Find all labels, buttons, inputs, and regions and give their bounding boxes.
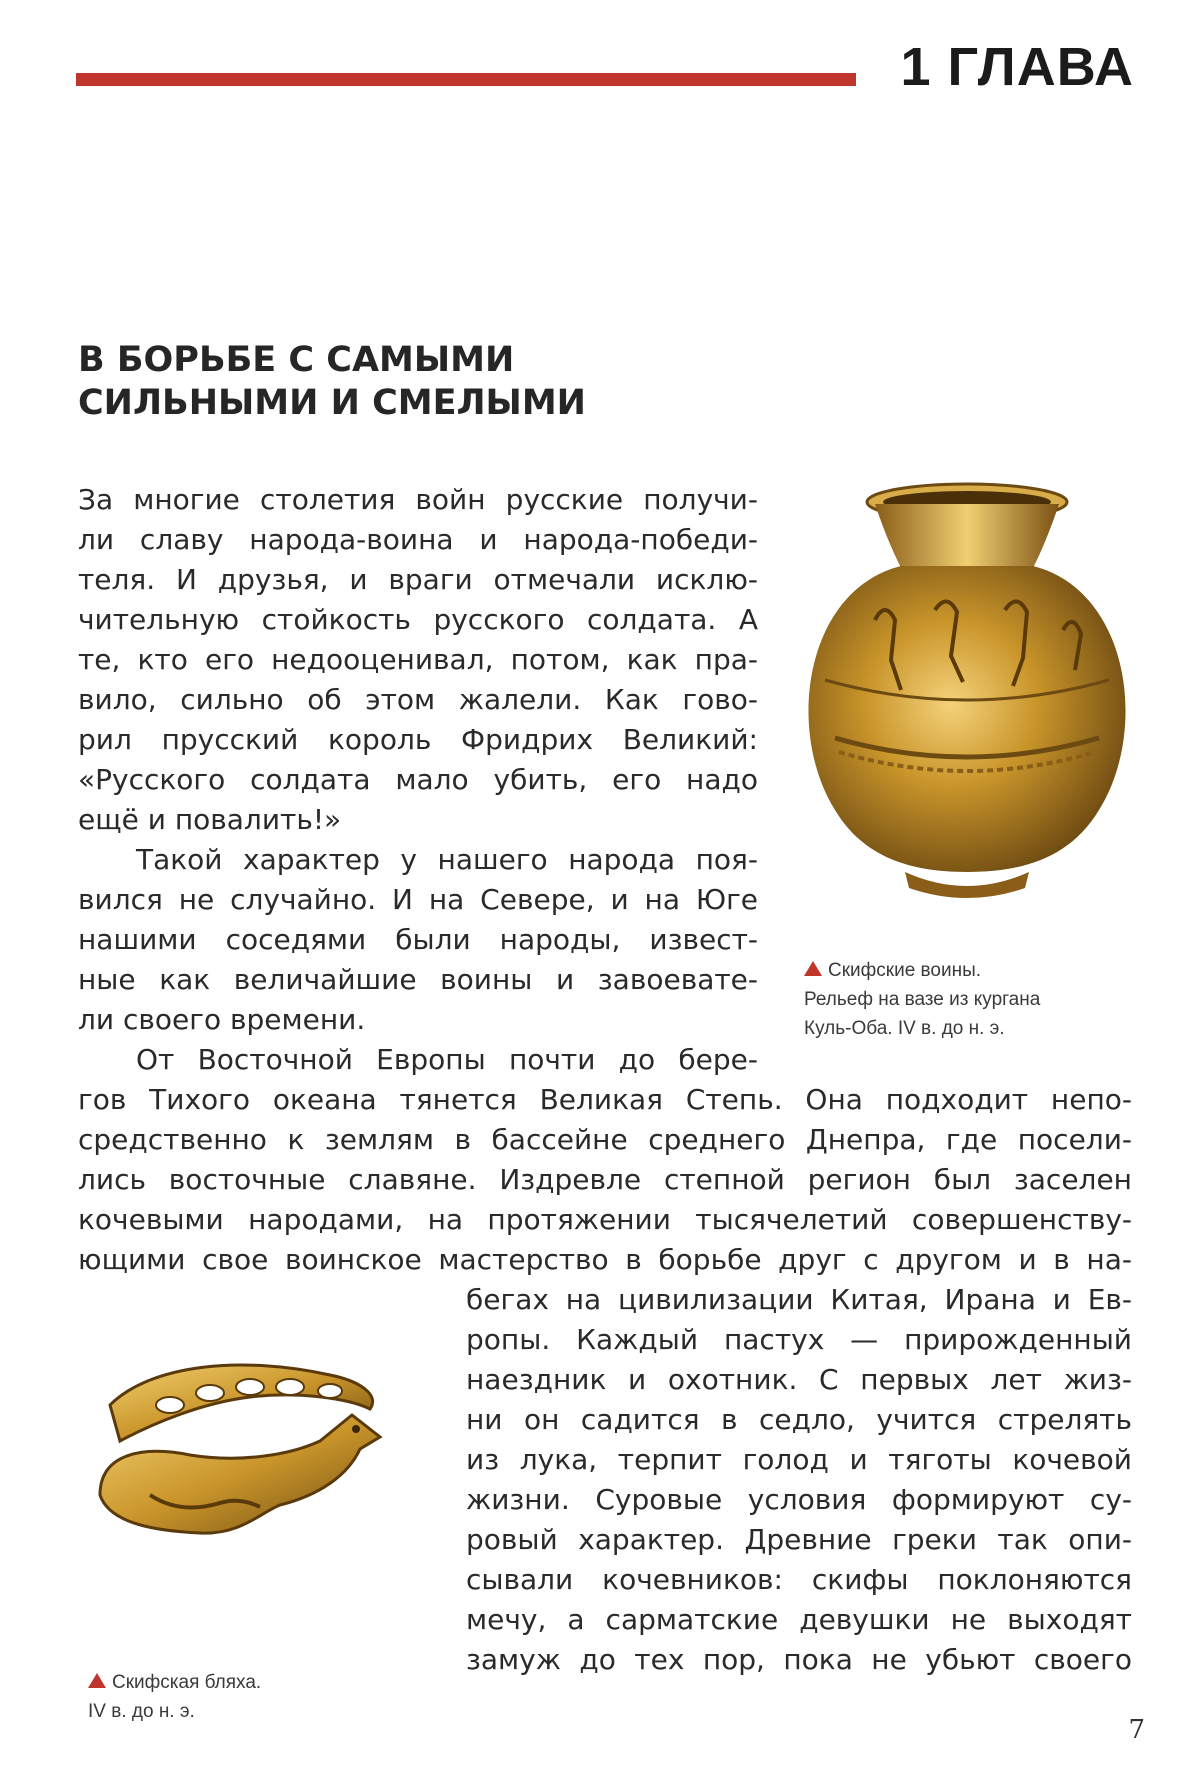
triangle-marker-icon (88, 1673, 106, 1688)
body-line: бегах на цивилизации Китая, Ирана и Ев- (466, 1283, 1132, 1316)
body-line: жизни. Суровые условия формируют су- (466, 1483, 1132, 1516)
section-title-line: СИЛЬНЫМИ И СМЕЛЫМИ (78, 383, 586, 423)
body-line: ровый характер. Древние греки так опи- (466, 1523, 1132, 1556)
body-line: сывали кочевников: скифы поклоняются (466, 1563, 1132, 1596)
body-line: ропы. Каждый пастух — прирожденный (466, 1323, 1132, 1356)
deer-plaque-figure (80, 1345, 410, 1545)
body-line: вился не случайно. И на Севере, и на Юге (78, 883, 758, 916)
body-line: Такой характер у нашего народа поя- (136, 843, 758, 876)
vase-caption-line: Рельеф на вазе из кургана (804, 989, 1041, 1010)
body-line: ещё и повалить!» (78, 803, 342, 836)
body-line: лись восточные славяне. Издревле степной регион был заселен (78, 1163, 1132, 1196)
body-line: ли славу народа-воина и народа-победи- (78, 523, 758, 556)
body-line: мечу, а сарматские девушки не выходят (466, 1603, 1132, 1636)
body-line: За многие столетия войн русские получи- (78, 483, 758, 516)
body-line: из лука, терпит голод и тяготы кочевой (466, 1443, 1132, 1476)
page-number: 7 (1128, 1715, 1145, 1745)
vase-caption-line: Куль-Оба. IV в. до н. э. (804, 1018, 1005, 1039)
triangle-marker-icon (804, 961, 822, 976)
deer-caption-line: Скифская бляха. (112, 1672, 262, 1693)
body-line: ные как величайшие воины и завоевате- (78, 963, 758, 996)
body-line: те, кто его недооценивал, потом, как пра- (78, 643, 758, 676)
body-line: ющими свое воинское мастерство в борьбе друг с другом и в на- (78, 1243, 1132, 1276)
body-line: рил прусский король Фридрих Великий: (78, 723, 758, 756)
vase-caption (804, 956, 1040, 1043)
body-line: ли своего времени. (78, 1003, 366, 1036)
chapter-header-bar (76, 73, 856, 86)
body-line: замуж до тех пор, пока не убьют своего (466, 1643, 1132, 1676)
body-line: гов Тихого океана тянется Великая Степь. Она подходит непо- (78, 1083, 1132, 1116)
section-title (78, 339, 778, 425)
vase-caption-line: Скифские воины. (828, 960, 982, 981)
chapter-label: 1 ГЛАВА (900, 37, 1134, 97)
body-line: чительную стойкость русского солдата. А (78, 603, 758, 636)
body-line: От Восточной Европы почти до бере- (136, 1043, 758, 1076)
body-line: нашими соседями были народы, извест- (78, 923, 758, 956)
body-line: наездник и охотник. С первых лет жиз- (466, 1363, 1132, 1396)
body-line: теля. И друзья, и враги отмечали исклю- (78, 563, 758, 596)
body-line: кочевыми народами, на протяжении тысячелетий совершенству- (78, 1203, 1132, 1236)
section-title-line: В БОРЬБЕ С САМЫМИ (78, 340, 515, 380)
body-line: ни он садится в седло, учится стрелять (466, 1403, 1132, 1436)
deer-caption-line: IV в. до н. э. (88, 1701, 195, 1722)
body-line: средственно к землям в бассейне среднего Днепра, где посели- (78, 1123, 1132, 1156)
golden-deer-plaque-icon (80, 1345, 410, 1545)
vase-figure (795, 480, 1135, 910)
deer-caption (88, 1668, 261, 1726)
golden-vase-icon (795, 480, 1135, 910)
body-line: «Русского солдата мало убить, его надо (78, 763, 758, 796)
body-line: вило, сильно об этом жалели. Как гово- (78, 683, 758, 716)
